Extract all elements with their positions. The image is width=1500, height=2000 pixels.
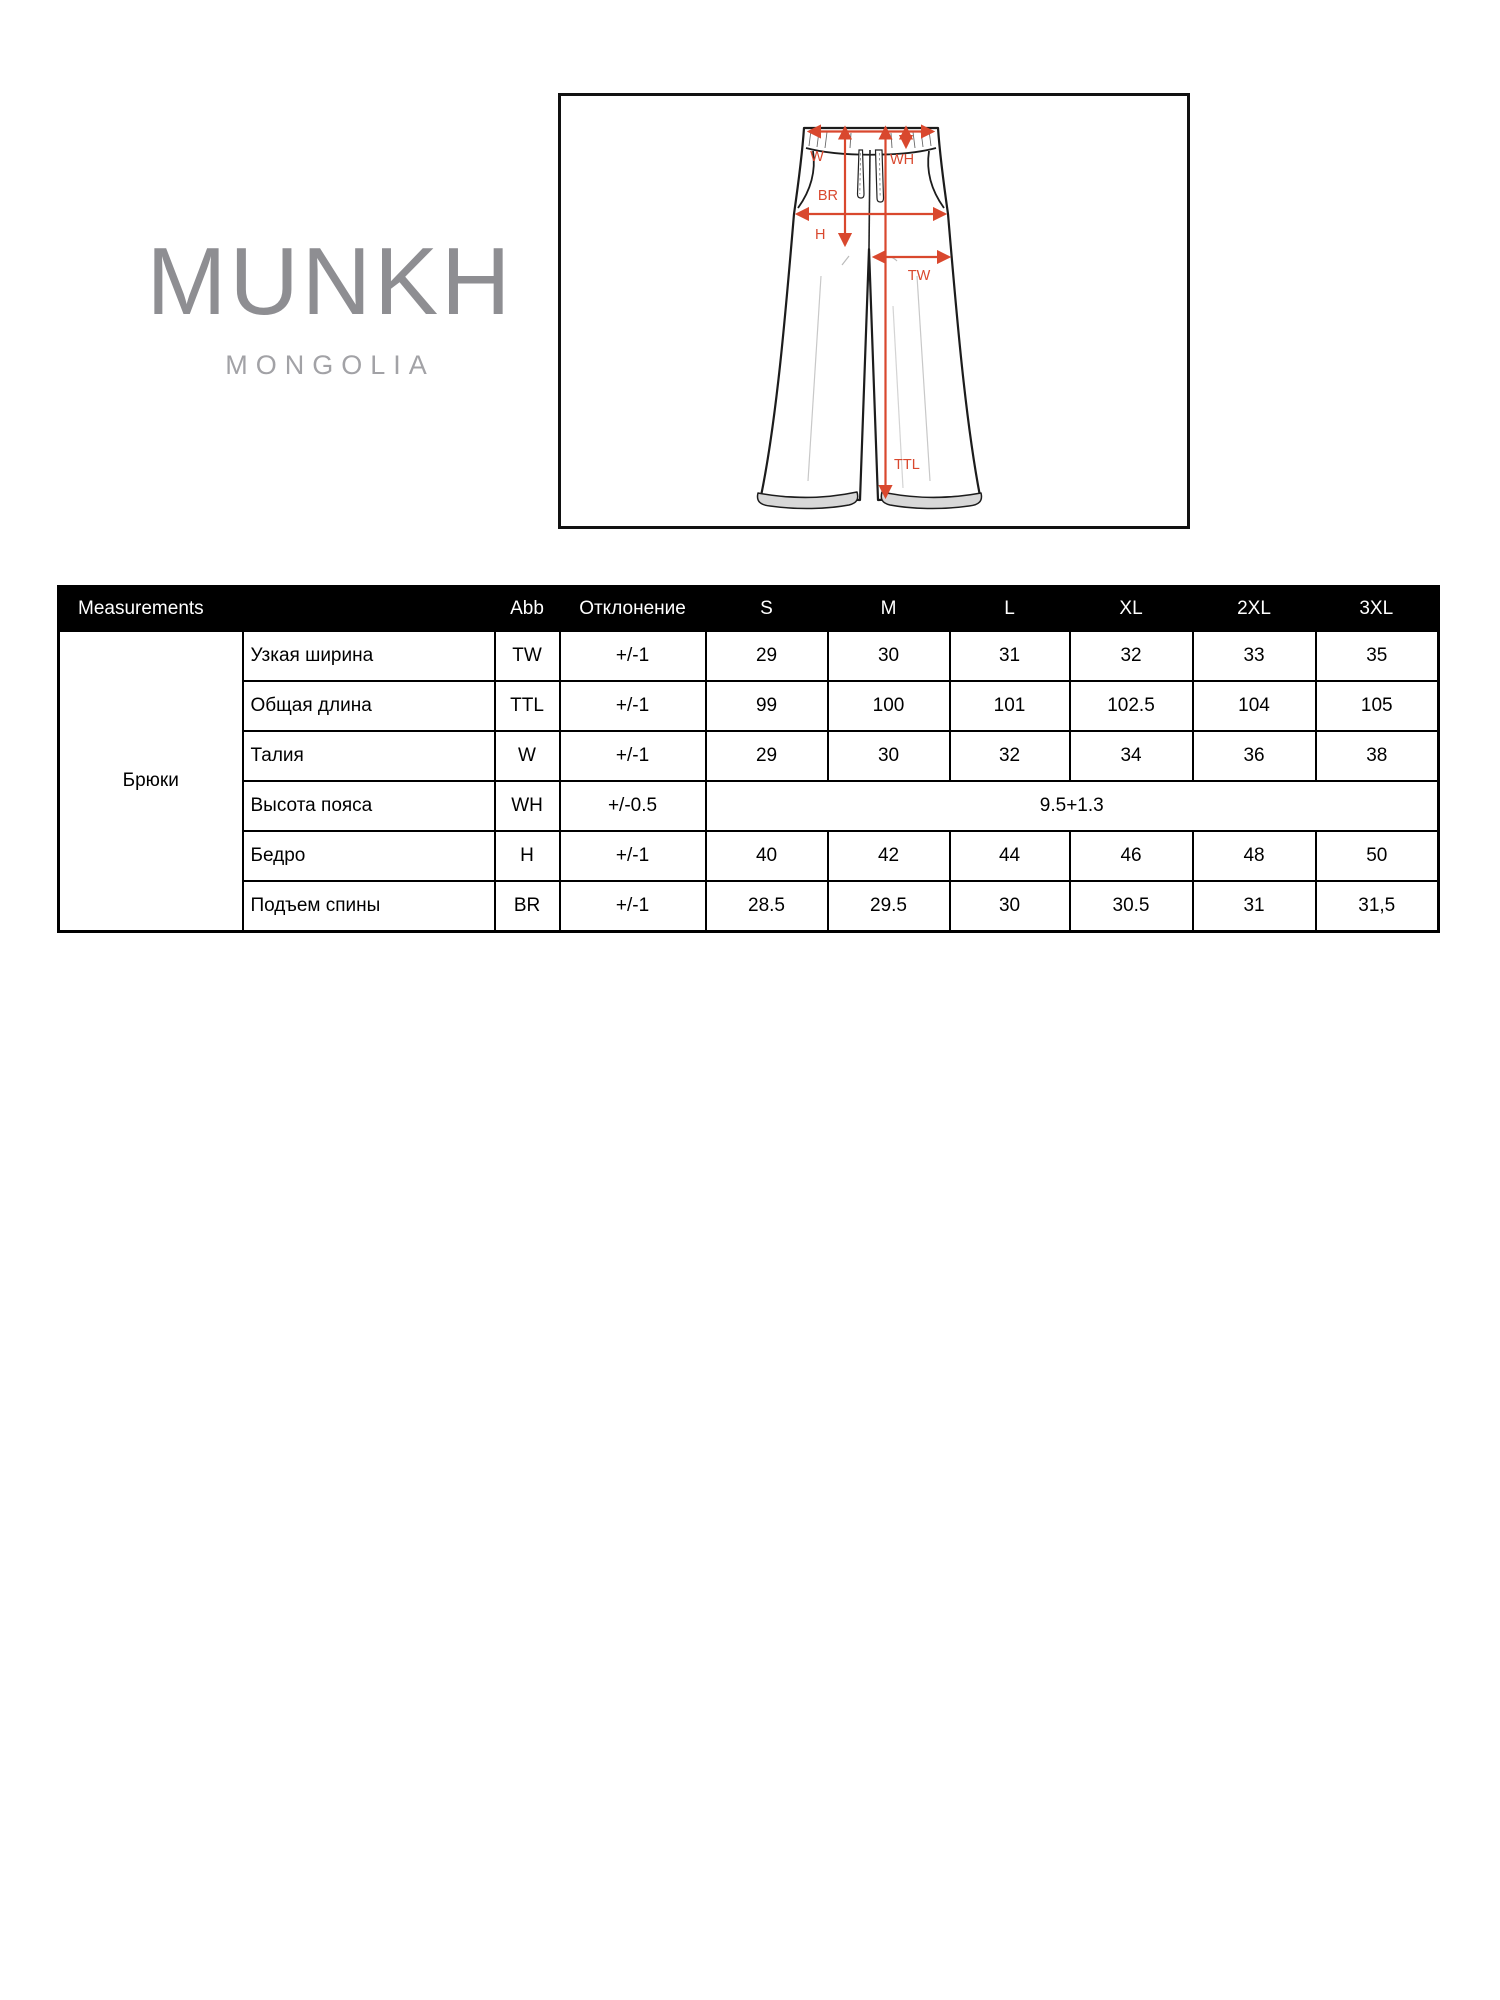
abb-cell: TTL [495, 681, 560, 731]
value-cell: 101 [950, 681, 1070, 731]
value-cell: 30 [950, 881, 1070, 932]
value-cell: 29 [706, 731, 828, 781]
value-cell: 42 [828, 831, 950, 881]
param-name-cell: Общая длина [243, 681, 495, 731]
measurements-table [57, 585, 1440, 933]
header-size-m: M [828, 587, 950, 632]
pants-diagram-box [558, 93, 1190, 529]
value-cell: 46 [1070, 831, 1193, 881]
value-cell: 38 [1316, 731, 1439, 781]
param-name-cell: Талия [243, 731, 495, 781]
value-cell: 99 [706, 681, 828, 731]
deviation-cell: +/-1 [560, 731, 706, 781]
value-cell: 104 [1193, 681, 1316, 731]
deviation-cell: +/-0.5 [560, 781, 706, 831]
deviation-cell: +/-1 [560, 831, 706, 881]
abb-cell: BR [495, 881, 560, 932]
value-cell: 50 [1316, 831, 1439, 881]
table-row [59, 881, 1439, 932]
header-size-s: S [706, 587, 828, 632]
annotation-label-tw: TW [907, 268, 931, 284]
value-cell: 31 [1193, 881, 1316, 932]
pants-technical-drawing [561, 96, 1187, 526]
value-cell: 30.5 [1070, 881, 1193, 932]
annotation-label-ttl: TTL [894, 457, 920, 473]
value-cell: 30 [828, 731, 950, 781]
header-size-l: L [950, 587, 1070, 632]
value-cell: 32 [1070, 631, 1193, 681]
annotation-label-br: BR [817, 188, 838, 204]
annotation-label-w: W [810, 149, 824, 165]
value-cell: 34 [1070, 731, 1193, 781]
center-front-line [869, 150, 870, 248]
table-row [59, 631, 1439, 681]
value-cell: 29.5 [828, 881, 950, 932]
deviation-cell: +/-1 [560, 681, 706, 731]
value-cell: 31 [950, 631, 1070, 681]
table-row [59, 731, 1439, 781]
value-cell: 102.5 [1070, 681, 1193, 731]
value-cell: 31,5 [1316, 881, 1439, 932]
annotation-label-h: H [815, 227, 826, 243]
param-name-cell: Высота пояса [243, 781, 495, 831]
value-cell: 30 [828, 631, 950, 681]
table-row [59, 781, 1439, 831]
param-name-cell: Бедро [243, 831, 495, 881]
annotation-label-wh: WH [890, 152, 915, 168]
deviation-cell: +/-1 [560, 881, 706, 932]
header-size-3xl: 3XL [1316, 587, 1439, 632]
value-cell: 100 [828, 681, 950, 731]
param-name-cell: Узкая ширина [243, 631, 495, 681]
value-cell: 32 [950, 731, 1070, 781]
value-cell: 105 [1316, 681, 1439, 731]
deviation-cell: +/-1 [560, 631, 706, 681]
value-cell: 33 [1193, 631, 1316, 681]
group-cell: Брюки [59, 631, 243, 932]
value-cell: 48 [1193, 831, 1316, 881]
brand-subtitle: MONGOLIA [225, 350, 435, 380]
value-cell: 29 [706, 631, 828, 681]
abb-cell: WH [495, 781, 560, 831]
header-deviation: Отклонение [560, 587, 706, 632]
pants-outline [761, 128, 980, 500]
value-cell: 36 [1193, 731, 1316, 781]
brand-name: MUNKH [146, 228, 514, 335]
header-measurements: Measurements [59, 587, 495, 632]
abb-cell: W [495, 731, 560, 781]
header-row [59, 587, 1439, 632]
merged-value-cell: 9.5+1.3 [706, 781, 1439, 831]
header-size-xl: XL [1070, 587, 1193, 632]
value-cell: 35 [1316, 631, 1439, 681]
header-abb: Abb [495, 587, 560, 632]
brand-logo [80, 228, 580, 381]
abb-cell: TW [495, 631, 560, 681]
value-cell: 40 [706, 831, 828, 881]
table-row [59, 831, 1439, 881]
measurements-table-wrap [57, 585, 1437, 933]
header-size-2xl: 2XL [1193, 587, 1316, 632]
abb-cell: H [495, 831, 560, 881]
value-cell: 44 [950, 831, 1070, 881]
table-row [59, 681, 1439, 731]
param-name-cell: Подъем спины [243, 881, 495, 932]
value-cell: 28.5 [706, 881, 828, 932]
